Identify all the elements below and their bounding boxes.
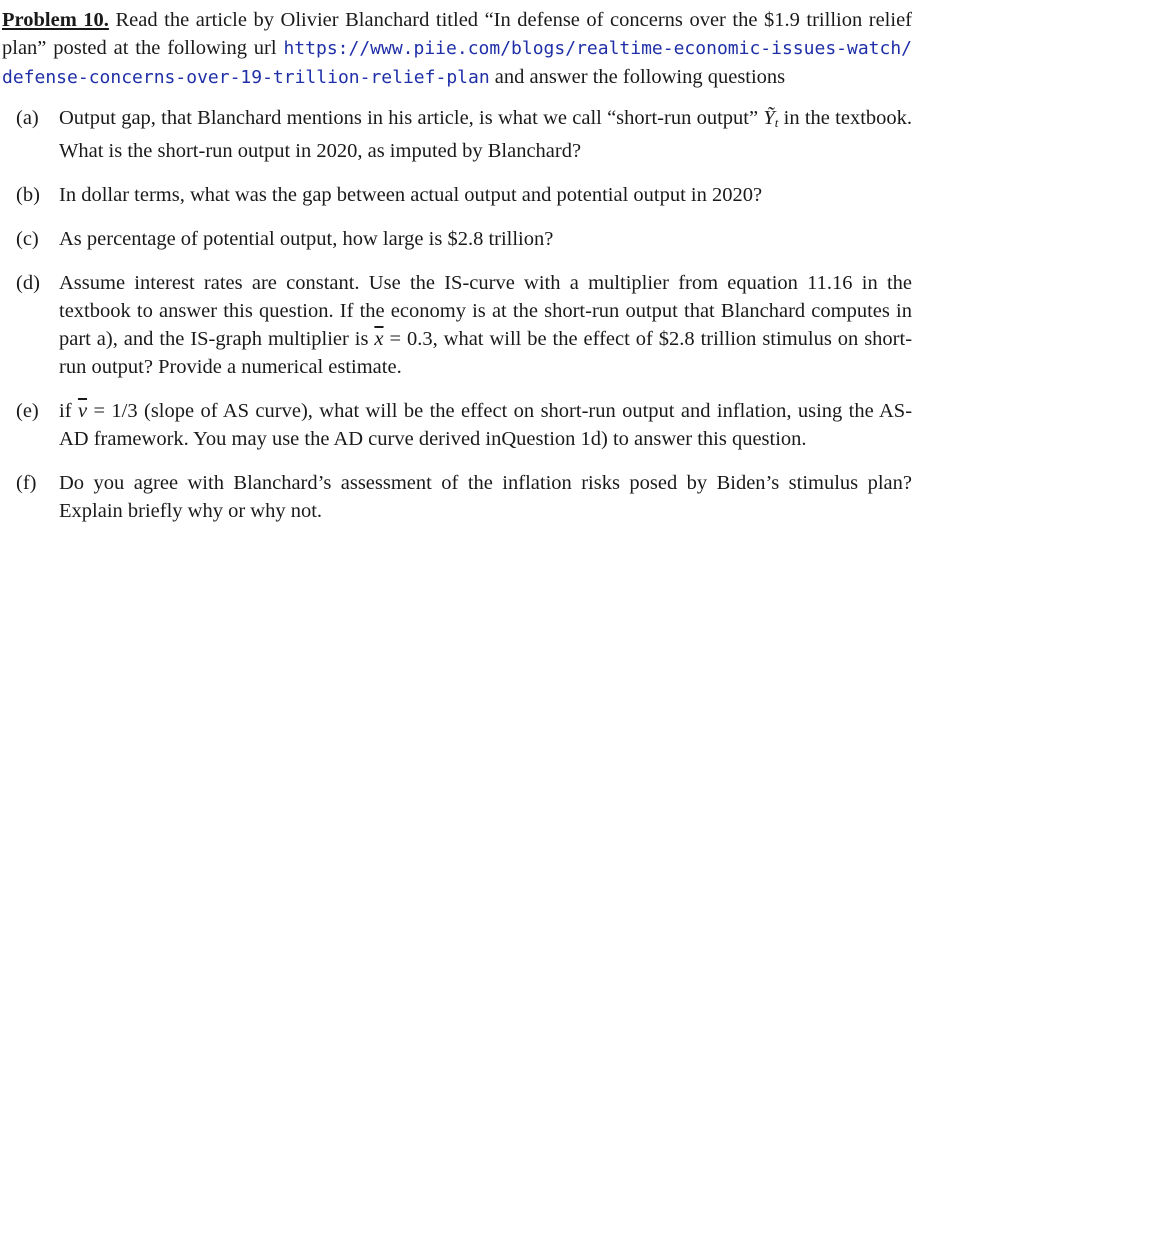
question-d <box>2 269 912 381</box>
intro-text-end: and answer the following questions <box>494 66 786 88</box>
question-text: As percentage of potential output, how large is $2.8 trillion? <box>59 228 554 250</box>
question-text: if <box>59 400 72 422</box>
question-text-cont: (slope of AS curve), what will be the effect on short-run output and inflation, using the AS-AD framework. You may use the AD curve derived inQuestion 1d) to answer this question. <box>59 400 913 450</box>
short-run-output-symbol: Ỹ$_t$ <box>763 107 779 130</box>
intro-text: Read the article by Olivier Blanchard titled “In defense of concerns over the $1.9 trillion relief plan” posted at the following url <box>2 9 912 59</box>
question-e <box>2 397 912 453</box>
question-c <box>2 225 912 253</box>
question-b <box>2 181 912 209</box>
question-label: (c) <box>16 228 39 250</box>
question-text: Do you agree with Blanchard’s assessment of the inflation risks posed by Biden’s stimulus plan? Explain briefly why or why not. <box>59 472 912 522</box>
question-label: (f) <box>16 472 37 494</box>
question-text-cont: , what will be the effect of $2.8 trillion stimulus on short-run output? Provide a numerical estimate. <box>59 328 913 378</box>
question-text: Assume interest rates are constant. Use the IS-curve with a multiplier from equation 11.16 in the textbook to answer this question. If the economy is at the short-run output that Blanchard computes in part a), and the IS-graph multiplier is <box>59 272 912 350</box>
question-list <box>2 104 912 525</box>
problem-label: Problem 10. <box>2 9 109 31</box>
question-label: (b) <box>16 184 40 206</box>
article-url-link[interactable]: https://www.piie.com/blogs/realtime-economic-issues-watch/defense-concerns-over-19-trillion-relief-plan <box>2 38 913 88</box>
question-text: In dollar terms, what was the gap between actual output and potential output in 2020? <box>59 184 763 206</box>
as-slope-symbol: $\overline{v}$ <box>77 400 88 422</box>
question-f <box>2 469 912 525</box>
question-text-cont: in the textbook. What is the short-run output in 2020, as imputed by Blanchard? <box>59 107 913 162</box>
question-label: (e) <box>16 400 39 422</box>
question-a <box>2 104 912 165</box>
question-label: (d) <box>16 272 40 294</box>
multiplier-value: = 0.3 <box>383 328 433 350</box>
question-label: (a) <box>16 107 39 129</box>
problem-document <box>2 6 912 541</box>
problem-intro <box>2 6 912 92</box>
multiplier-symbol: $\overline{x}$ <box>374 328 384 350</box>
as-slope-value: = 1/3 <box>87 400 138 422</box>
question-text: Output gap, that Blanchard mentions in his article, is what we call “short-run output” <box>59 107 759 129</box>
